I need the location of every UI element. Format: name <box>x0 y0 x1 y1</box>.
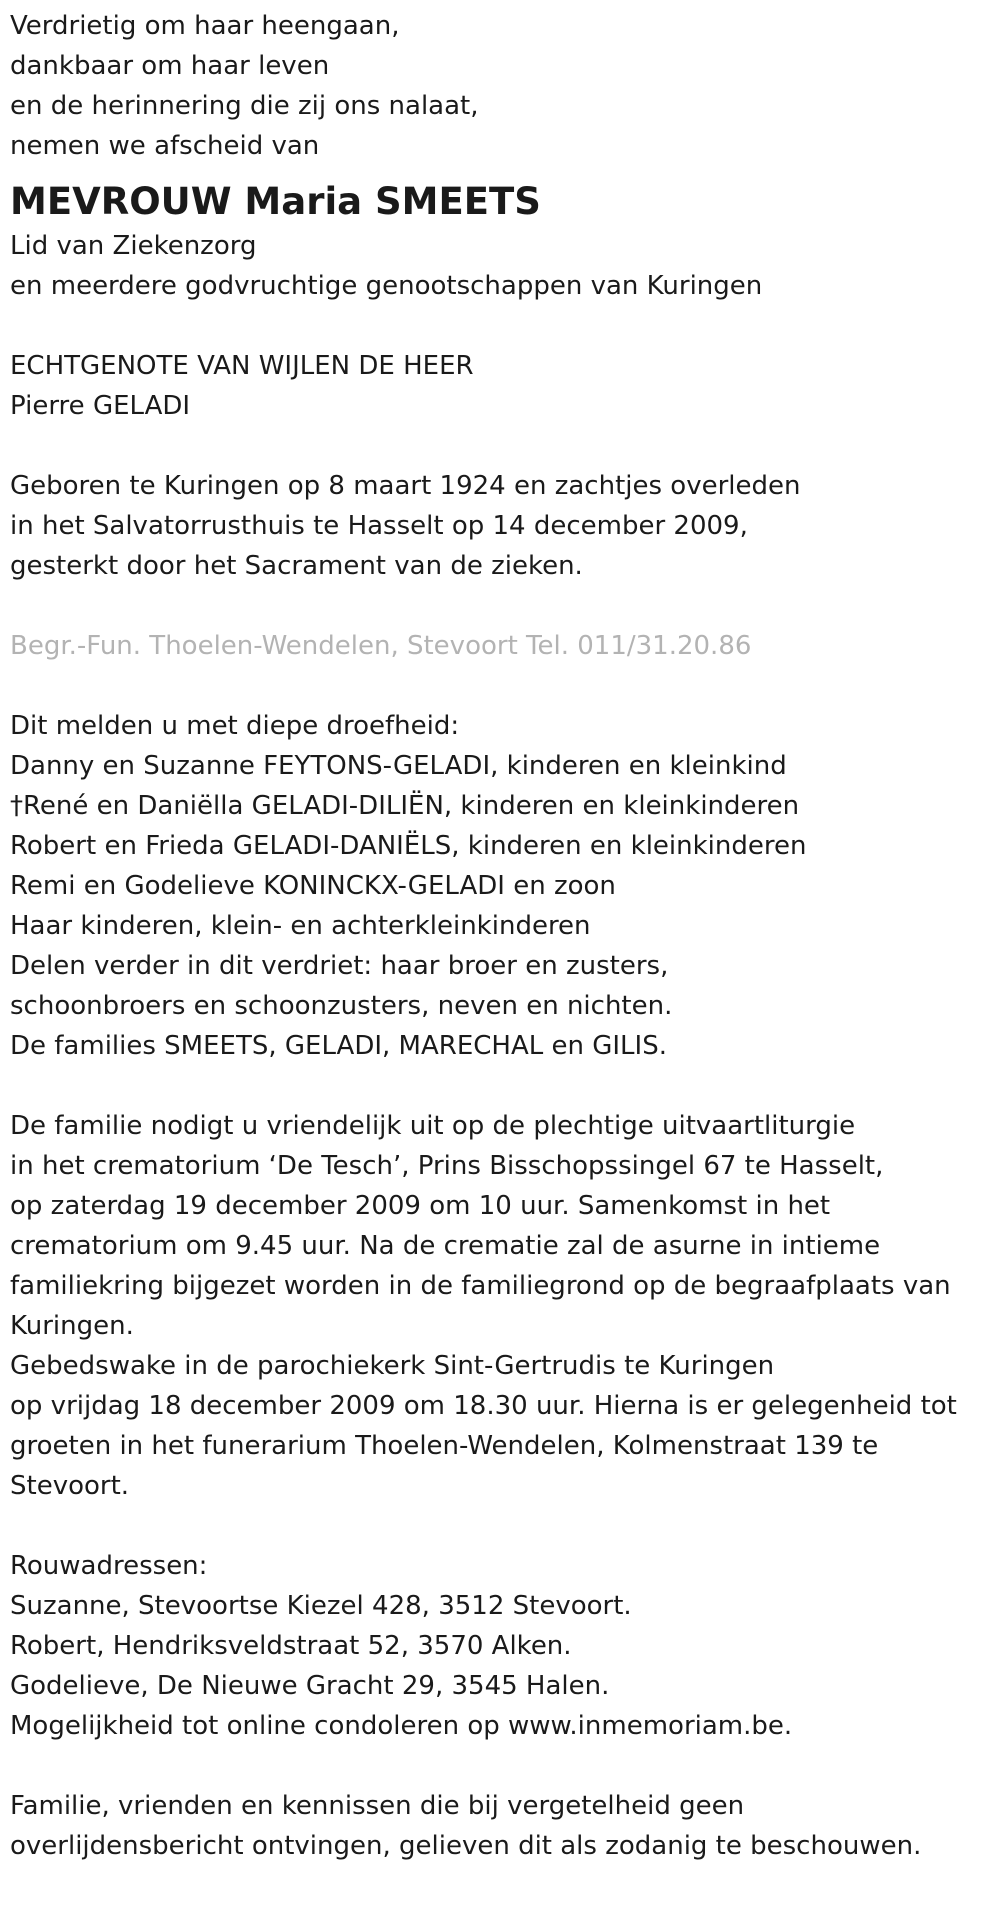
ceremony-line: De familie nodigt u vriendelijk uit op de plechtige uitvaartliturgie <box>10 1111 856 1141</box>
spacer <box>10 586 990 626</box>
ceremony-line: groeten in het funerarium Thoelen-Wendelen, Kolmenstraat 139 te <box>10 1431 879 1461</box>
membership-line: en meerdere godvruchtige genootschappen van Kuringen <box>10 271 763 301</box>
ceremony-section <box>10 1106 990 1506</box>
address-line: Godelieve, De Nieuwe Gracht 29, 3545 Halen. <box>10 1671 610 1701</box>
intro-section <box>10 6 990 166</box>
addresses-heading: Rouwadressen: <box>10 1551 208 1581</box>
spacer <box>10 426 990 466</box>
deceased-name: MEVROUW Maria SMEETS <box>10 180 541 223</box>
ceremony-line: op zaterdag 19 december 2009 om 10 uur. Samenkomst in het <box>10 1191 831 1221</box>
ceremony-line: crematorium om 9.45 uur. Na de crematie zal de asurne in intieme <box>10 1231 881 1261</box>
birth-death-section <box>10 466 990 586</box>
intro-line: nemen we afscheid van <box>10 131 320 161</box>
announcement-section <box>10 706 990 1066</box>
spouse-name: Pierre GELADI <box>10 391 191 421</box>
ceremony-line: familiekring bijgezet worden in de familiegrond op de begraafplaats van <box>10 1271 951 1301</box>
birth-death-line: in het Salvatorrusthuis te Hasselt op 14 december 2009, <box>10 511 748 541</box>
announcement-line: Robert en Frieda GELADI-DANIËLS, kinderen en kleinkinderen <box>10 831 807 861</box>
ceremony-line: in het crematorium ‘De Tesch’, Prins Bisschopssingel 67 te Hasselt, <box>10 1151 884 1181</box>
spouse-title: ECHTGENOTE VAN WIJLEN DE HEER <box>10 351 474 381</box>
birth-death-line: gesterkt door het Sacrament van de zieken. <box>10 551 583 581</box>
address-line: Suzanne, Stevoortse Kiezel 428, 3512 Stevoort. <box>10 1591 632 1621</box>
announcement-line: Remi en Godelieve KONINCKX-GELADI en zoon <box>10 871 616 901</box>
closing-line: Familie, vrienden en kennissen die bij vergetelheid geen <box>10 1791 745 1821</box>
ceremony-line: op vrijdag 18 december 2009 om 18.30 uur. Hierna is er gelegenheid tot <box>10 1391 957 1421</box>
announcement-line: De families SMEETS, GELADI, MARECHAL en GILIS. <box>10 1031 667 1061</box>
announcement-line: Delen verder in dit verdriet: haar broer en zusters, <box>10 951 669 981</box>
spacer <box>10 1746 990 1786</box>
spacer <box>10 1066 990 1106</box>
announcement-line: schoonbroers en schoonzusters, neven en nichten. <box>10 991 673 1021</box>
announcement-line: Danny en Suzanne FEYTONS-GELADI, kinderen en kleinkind <box>10 751 787 781</box>
deceased-section <box>10 176 990 306</box>
spouse-section <box>10 346 990 426</box>
announcement-line: Haar kinderen, klein- en achterkleinkinderen <box>10 911 591 941</box>
ceremony-line: Kuringen. <box>10 1311 134 1341</box>
funeral-home-info: Begr.-Fun. Thoelen-Wendelen, Stevoort Tel. 011/31.20.86 <box>10 631 752 661</box>
closing-line: overlijdensbericht ontvingen, gelieven dit als zodanig te beschouwen. <box>10 1831 922 1861</box>
birth-death-line: Geboren te Kuringen op 8 maart 1924 en zachtjes overleden <box>10 471 801 501</box>
spacer <box>10 666 990 706</box>
spacer <box>10 1506 990 1546</box>
addresses-section <box>10 1546 990 1746</box>
intro-line: dankbaar om haar leven <box>10 51 330 81</box>
ceremony-line: Gebedswake in de parochiekerk Sint-Gertrudis te Kuringen <box>10 1351 775 1381</box>
intro-line: en de herinnering die zij ons nalaat, <box>10 91 479 121</box>
address-line: Robert, Hendriksveldstraat 52, 3570 Alken. <box>10 1631 572 1661</box>
announcement-line: †René en Daniëlla GELADI-DILIËN, kinderen en kleinkinderen <box>10 791 800 821</box>
closing-section <box>10 1786 990 1866</box>
ceremony-line: Stevoort. <box>10 1471 130 1501</box>
obituary-notice <box>10 6 990 1866</box>
announcement-line: Dit melden u met diepe droefheid: <box>10 711 460 741</box>
spacer <box>10 306 990 346</box>
membership-line: Lid van Ziekenzorg <box>10 231 257 261</box>
condolence-info: Mogelijkheid tot online condoleren op www.inmemoriam.be. <box>10 1711 793 1741</box>
intro-line: Verdrietig om haar heengaan, <box>10 11 400 41</box>
